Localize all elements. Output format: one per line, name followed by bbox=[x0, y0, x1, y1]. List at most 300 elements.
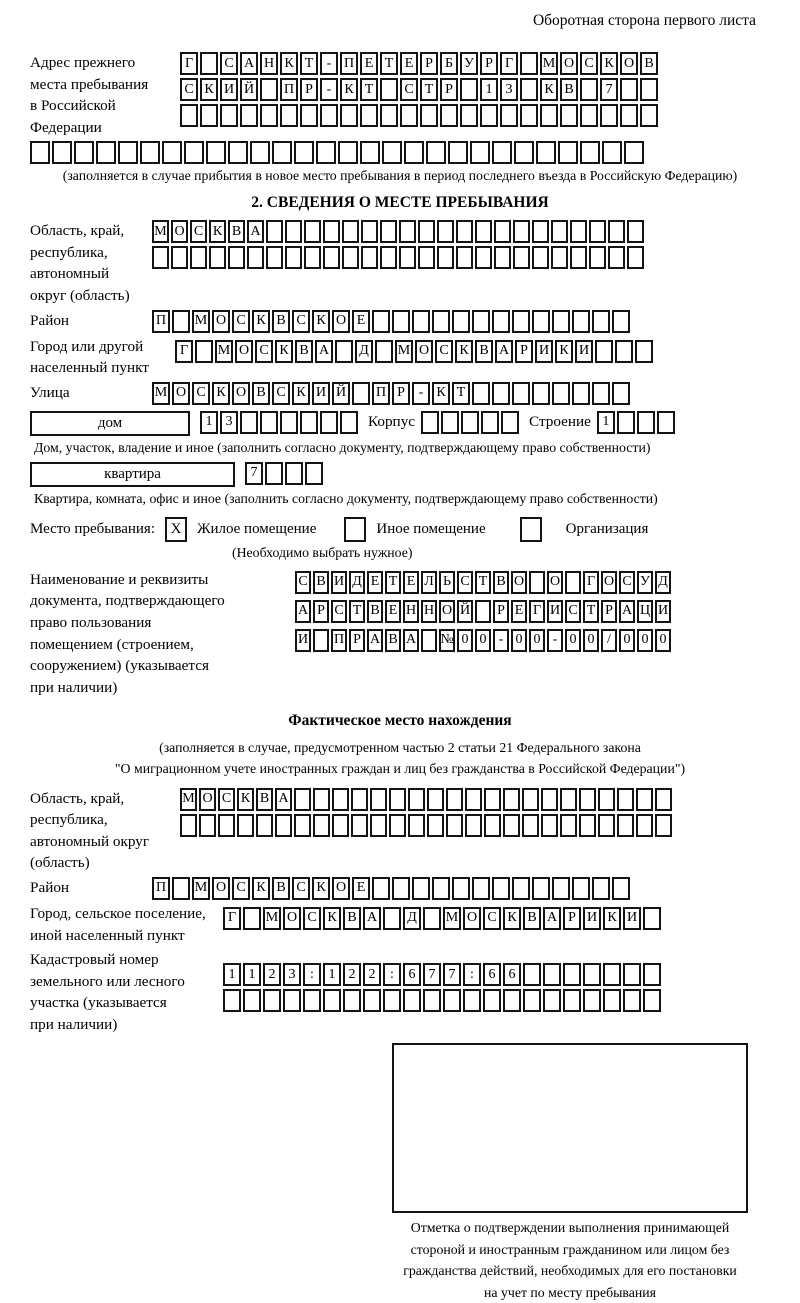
char-cell[interactable]: О bbox=[199, 788, 216, 811]
char-cell[interactable] bbox=[512, 382, 530, 405]
char-cell[interactable]: 0 bbox=[637, 629, 653, 652]
char-cell[interactable]: О bbox=[235, 340, 253, 363]
char-cell[interactable] bbox=[465, 788, 482, 811]
char-cell[interactable] bbox=[643, 907, 661, 930]
char-cell[interactable] bbox=[200, 104, 218, 127]
char-cell[interactable] bbox=[218, 814, 235, 837]
char-cell[interactable] bbox=[446, 788, 463, 811]
char-cell[interactable]: Т bbox=[360, 78, 378, 101]
char-cell[interactable]: В bbox=[560, 78, 578, 101]
char-cell[interactable] bbox=[595, 340, 613, 363]
char-cell[interactable] bbox=[316, 141, 336, 164]
char-cell[interactable] bbox=[323, 246, 340, 269]
char-cell[interactable]: Р bbox=[392, 382, 410, 405]
char-cell[interactable] bbox=[620, 78, 638, 101]
char-cell[interactable] bbox=[551, 246, 568, 269]
char-cell[interactable]: В bbox=[313, 571, 329, 594]
char-cell[interactable]: 0 bbox=[583, 629, 599, 652]
char-cell[interactable] bbox=[636, 814, 653, 837]
char-cell[interactable]: 2 bbox=[343, 963, 361, 986]
char-cell[interactable]: Й bbox=[240, 78, 258, 101]
char-cell[interactable] bbox=[280, 104, 298, 127]
char-cell[interactable]: 0 bbox=[457, 629, 473, 652]
char-cell[interactable]: В bbox=[523, 907, 541, 930]
char-cell[interactable] bbox=[351, 788, 368, 811]
stay-type-checkbox-residential[interactable]: X bbox=[165, 517, 187, 542]
char-cell[interactable]: К bbox=[555, 340, 573, 363]
char-cell[interactable] bbox=[382, 141, 402, 164]
char-cell[interactable]: Б bbox=[440, 52, 458, 75]
char-cell[interactable] bbox=[481, 411, 499, 434]
char-cell[interactable] bbox=[608, 220, 625, 243]
char-cell[interactable] bbox=[304, 246, 321, 269]
char-cell[interactable] bbox=[96, 141, 116, 164]
char-cell[interactable]: Д bbox=[403, 907, 421, 930]
char-cell[interactable] bbox=[592, 877, 610, 900]
char-cell[interactable] bbox=[484, 788, 501, 811]
char-cell[interactable]: Д bbox=[355, 340, 373, 363]
char-cell[interactable] bbox=[472, 382, 490, 405]
char-cell[interactable] bbox=[463, 989, 481, 1012]
char-cell[interactable] bbox=[643, 989, 661, 1012]
char-cell[interactable] bbox=[399, 246, 416, 269]
char-cell[interactable]: И bbox=[535, 340, 553, 363]
char-cell[interactable]: И bbox=[312, 382, 330, 405]
char-cell[interactable]: Г bbox=[223, 907, 241, 930]
char-cell[interactable] bbox=[392, 310, 410, 333]
char-cell[interactable]: И bbox=[220, 78, 238, 101]
char-cell[interactable] bbox=[342, 246, 359, 269]
char-cell[interactable]: С bbox=[565, 600, 581, 623]
char-cell[interactable]: Т bbox=[420, 78, 438, 101]
char-cell[interactable]: В bbox=[272, 877, 290, 900]
char-cell[interactable]: С bbox=[220, 52, 238, 75]
char-cell[interactable]: В bbox=[475, 340, 493, 363]
char-cell[interactable]: Т bbox=[452, 382, 470, 405]
char-cell[interactable] bbox=[623, 963, 641, 986]
char-cell[interactable] bbox=[603, 963, 621, 986]
char-cell[interactable] bbox=[383, 907, 401, 930]
char-cell[interactable]: О bbox=[171, 220, 188, 243]
char-cell[interactable]: К bbox=[275, 340, 293, 363]
char-cell[interactable] bbox=[640, 78, 658, 101]
char-cell[interactable]: - bbox=[412, 382, 430, 405]
char-cell[interactable]: П bbox=[152, 877, 170, 900]
char-cell[interactable] bbox=[74, 141, 94, 164]
char-cell[interactable]: Т bbox=[583, 600, 599, 623]
char-cell[interactable] bbox=[180, 814, 197, 837]
char-cell[interactable] bbox=[536, 141, 556, 164]
char-cell[interactable]: В bbox=[343, 907, 361, 930]
char-cell[interactable] bbox=[206, 141, 226, 164]
char-cell[interactable]: У bbox=[637, 571, 653, 594]
char-cell[interactable] bbox=[223, 989, 241, 1012]
char-cell[interactable] bbox=[552, 877, 570, 900]
char-cell[interactable]: 0 bbox=[619, 629, 635, 652]
char-cell[interactable]: № bbox=[439, 629, 455, 652]
char-cell[interactable] bbox=[472, 877, 490, 900]
char-cell[interactable]: 7 bbox=[245, 462, 263, 485]
char-cell[interactable] bbox=[617, 411, 635, 434]
char-cell[interactable] bbox=[560, 788, 577, 811]
char-cell[interactable]: 6 bbox=[483, 963, 501, 986]
char-cell[interactable] bbox=[580, 104, 598, 127]
char-cell[interactable] bbox=[250, 141, 270, 164]
char-cell[interactable]: Д bbox=[655, 571, 671, 594]
char-cell[interactable] bbox=[655, 814, 672, 837]
char-cell[interactable] bbox=[460, 78, 478, 101]
char-cell[interactable] bbox=[361, 220, 378, 243]
char-cell[interactable] bbox=[412, 877, 430, 900]
char-cell[interactable] bbox=[351, 814, 368, 837]
char-cell[interactable]: С bbox=[435, 340, 453, 363]
house-field[interactable]: дом bbox=[30, 411, 190, 436]
char-cell[interactable]: А bbox=[495, 340, 513, 363]
char-cell[interactable] bbox=[558, 141, 578, 164]
char-cell[interactable] bbox=[627, 220, 644, 243]
char-cell[interactable]: С bbox=[190, 220, 207, 243]
char-cell[interactable] bbox=[602, 141, 622, 164]
char-cell[interactable] bbox=[565, 571, 581, 594]
char-cell[interactable]: Т bbox=[475, 571, 491, 594]
char-cell[interactable]: С bbox=[457, 571, 473, 594]
char-cell[interactable]: Ь bbox=[439, 571, 455, 594]
char-cell[interactable] bbox=[303, 989, 321, 1012]
char-cell[interactable]: : bbox=[463, 963, 481, 986]
char-cell[interactable] bbox=[492, 382, 510, 405]
char-cell[interactable] bbox=[220, 104, 238, 127]
char-cell[interactable]: С bbox=[331, 600, 347, 623]
char-cell[interactable] bbox=[592, 382, 610, 405]
char-cell[interactable]: Е bbox=[511, 600, 527, 623]
char-cell[interactable] bbox=[492, 877, 510, 900]
char-cell[interactable] bbox=[352, 382, 370, 405]
char-cell[interactable]: 6 bbox=[403, 963, 421, 986]
char-cell[interactable]: П bbox=[280, 78, 298, 101]
char-cell[interactable]: А bbox=[295, 600, 311, 623]
char-cell[interactable] bbox=[472, 310, 490, 333]
char-cell[interactable]: С bbox=[400, 78, 418, 101]
char-cell[interactable]: 0 bbox=[529, 629, 545, 652]
char-cell[interactable] bbox=[636, 788, 653, 811]
char-cell[interactable] bbox=[380, 246, 397, 269]
char-cell[interactable]: Т bbox=[349, 600, 365, 623]
char-cell[interactable] bbox=[552, 310, 570, 333]
char-cell[interactable] bbox=[532, 382, 550, 405]
char-cell[interactable] bbox=[300, 104, 318, 127]
char-cell[interactable] bbox=[460, 104, 478, 127]
char-cell[interactable]: К bbox=[200, 78, 218, 101]
char-cell[interactable] bbox=[480, 104, 498, 127]
char-cell[interactable] bbox=[380, 220, 397, 243]
char-cell[interactable]: С bbox=[232, 310, 250, 333]
char-cell[interactable]: У bbox=[460, 52, 478, 75]
char-cell[interactable] bbox=[265, 462, 283, 485]
char-cell[interactable] bbox=[400, 104, 418, 127]
char-cell[interactable] bbox=[283, 989, 301, 1012]
char-cell[interactable]: К bbox=[292, 382, 310, 405]
char-cell[interactable] bbox=[551, 220, 568, 243]
char-cell[interactable]: Е bbox=[352, 877, 370, 900]
char-cell[interactable]: И bbox=[583, 907, 601, 930]
char-cell[interactable] bbox=[643, 963, 661, 986]
char-cell[interactable]: К bbox=[503, 907, 521, 930]
char-cell[interactable] bbox=[475, 600, 491, 623]
char-cell[interactable] bbox=[172, 310, 190, 333]
char-cell[interactable]: Р bbox=[349, 629, 365, 652]
char-cell[interactable] bbox=[418, 220, 435, 243]
char-cell[interactable] bbox=[620, 104, 638, 127]
char-cell[interactable] bbox=[600, 104, 618, 127]
char-cell[interactable] bbox=[342, 220, 359, 243]
char-cell[interactable] bbox=[552, 382, 570, 405]
char-cell[interactable]: И bbox=[623, 907, 641, 930]
char-cell[interactable] bbox=[514, 141, 534, 164]
char-cell[interactable] bbox=[30, 141, 50, 164]
char-cell[interactable]: М bbox=[152, 382, 170, 405]
char-cell[interactable] bbox=[448, 141, 468, 164]
char-cell[interactable]: 0 bbox=[565, 629, 581, 652]
char-cell[interactable]: О bbox=[415, 340, 433, 363]
char-cell[interactable] bbox=[452, 310, 470, 333]
char-cell[interactable] bbox=[580, 78, 598, 101]
char-cell[interactable] bbox=[228, 246, 245, 269]
char-cell[interactable]: 0 bbox=[475, 629, 491, 652]
char-cell[interactable] bbox=[500, 104, 518, 127]
char-cell[interactable]: 1 bbox=[597, 411, 615, 434]
char-cell[interactable] bbox=[608, 246, 625, 269]
char-cell[interactable] bbox=[370, 814, 387, 837]
char-cell[interactable]: С bbox=[272, 382, 290, 405]
char-cell[interactable]: В bbox=[228, 220, 245, 243]
char-cell[interactable]: : bbox=[303, 963, 321, 986]
char-cell[interactable] bbox=[592, 310, 610, 333]
char-cell[interactable] bbox=[140, 141, 160, 164]
char-cell[interactable]: Р bbox=[515, 340, 533, 363]
char-cell[interactable]: С bbox=[483, 907, 501, 930]
char-cell[interactable]: 0 bbox=[655, 629, 671, 652]
char-cell[interactable]: О bbox=[212, 310, 230, 333]
char-cell[interactable]: П bbox=[331, 629, 347, 652]
char-cell[interactable] bbox=[275, 814, 292, 837]
char-cell[interactable]: А bbox=[619, 600, 635, 623]
char-cell[interactable] bbox=[380, 104, 398, 127]
char-cell[interactable]: Е bbox=[400, 52, 418, 75]
char-cell[interactable]: А bbox=[363, 907, 381, 930]
char-cell[interactable] bbox=[572, 877, 590, 900]
char-cell[interactable]: А bbox=[275, 788, 292, 811]
char-cell[interactable] bbox=[389, 814, 406, 837]
char-cell[interactable] bbox=[426, 141, 446, 164]
char-cell[interactable]: Е bbox=[360, 52, 378, 75]
char-cell[interactable] bbox=[389, 788, 406, 811]
char-cell[interactable] bbox=[118, 141, 138, 164]
char-cell[interactable] bbox=[199, 814, 216, 837]
char-cell[interactable] bbox=[263, 989, 281, 1012]
char-cell[interactable]: С bbox=[619, 571, 635, 594]
char-cell[interactable] bbox=[266, 220, 283, 243]
char-cell[interactable] bbox=[335, 340, 353, 363]
char-cell[interactable] bbox=[437, 246, 454, 269]
char-cell[interactable]: С bbox=[192, 382, 210, 405]
char-cell[interactable] bbox=[243, 907, 261, 930]
char-cell[interactable] bbox=[152, 246, 169, 269]
char-cell[interactable] bbox=[403, 989, 421, 1012]
char-cell[interactable]: А bbox=[315, 340, 333, 363]
char-cell[interactable]: А bbox=[240, 52, 258, 75]
char-cell[interactable] bbox=[570, 220, 587, 243]
char-cell[interactable]: Ц bbox=[637, 600, 653, 623]
char-cell[interactable] bbox=[320, 411, 338, 434]
char-cell[interactable] bbox=[427, 788, 444, 811]
char-cell[interactable] bbox=[343, 989, 361, 1012]
char-cell[interactable]: И bbox=[655, 600, 671, 623]
char-cell[interactable]: Г bbox=[180, 52, 198, 75]
char-cell[interactable] bbox=[421, 411, 439, 434]
char-cell[interactable] bbox=[247, 246, 264, 269]
char-cell[interactable]: 6 bbox=[503, 963, 521, 986]
char-cell[interactable]: О bbox=[439, 600, 455, 623]
char-cell[interactable]: М bbox=[180, 788, 197, 811]
char-cell[interactable]: Н bbox=[403, 600, 419, 623]
char-cell[interactable] bbox=[572, 310, 590, 333]
char-cell[interactable] bbox=[432, 310, 450, 333]
char-cell[interactable]: Р bbox=[440, 78, 458, 101]
char-cell[interactable]: К bbox=[237, 788, 254, 811]
char-cell[interactable]: И bbox=[295, 629, 311, 652]
char-cell[interactable] bbox=[617, 814, 634, 837]
char-cell[interactable] bbox=[579, 788, 596, 811]
char-cell[interactable]: О bbox=[560, 52, 578, 75]
char-cell[interactable]: Р bbox=[601, 600, 617, 623]
char-cell[interactable] bbox=[570, 246, 587, 269]
char-cell[interactable] bbox=[598, 788, 615, 811]
char-cell[interactable] bbox=[523, 963, 541, 986]
char-cell[interactable]: 2 bbox=[263, 963, 281, 986]
char-cell[interactable] bbox=[360, 104, 378, 127]
char-cell[interactable] bbox=[579, 814, 596, 837]
char-cell[interactable] bbox=[627, 246, 644, 269]
char-cell[interactable]: - bbox=[493, 629, 509, 652]
char-cell[interactable]: К bbox=[455, 340, 473, 363]
char-cell[interactable]: И bbox=[547, 600, 563, 623]
char-cell[interactable]: О bbox=[601, 571, 617, 594]
char-cell[interactable] bbox=[443, 989, 461, 1012]
char-cell[interactable]: 1 bbox=[243, 963, 261, 986]
char-cell[interactable] bbox=[305, 462, 323, 485]
char-cell[interactable] bbox=[513, 246, 530, 269]
char-cell[interactable] bbox=[640, 104, 658, 127]
char-cell[interactable]: В bbox=[640, 52, 658, 75]
char-cell[interactable] bbox=[418, 246, 435, 269]
char-cell[interactable] bbox=[512, 310, 530, 333]
char-cell[interactable] bbox=[446, 814, 463, 837]
char-cell[interactable]: С bbox=[292, 877, 310, 900]
char-cell[interactable] bbox=[623, 989, 641, 1012]
char-cell[interactable] bbox=[370, 788, 387, 811]
char-cell[interactable] bbox=[172, 877, 190, 900]
char-cell[interactable]: 0 bbox=[511, 629, 527, 652]
char-cell[interactable]: Р bbox=[420, 52, 438, 75]
char-cell[interactable] bbox=[313, 814, 330, 837]
char-cell[interactable] bbox=[313, 629, 329, 652]
char-cell[interactable]: Т bbox=[300, 52, 318, 75]
char-cell[interactable]: Е bbox=[385, 600, 401, 623]
char-cell[interactable]: Д bbox=[349, 571, 365, 594]
char-cell[interactable] bbox=[560, 104, 578, 127]
char-cell[interactable] bbox=[294, 788, 311, 811]
char-cell[interactable] bbox=[503, 788, 520, 811]
char-cell[interactable]: А bbox=[543, 907, 561, 930]
char-cell[interactable]: К bbox=[600, 52, 618, 75]
char-cell[interactable] bbox=[520, 78, 538, 101]
char-cell[interactable]: О bbox=[463, 907, 481, 930]
char-cell[interactable] bbox=[332, 788, 349, 811]
char-cell[interactable]: В bbox=[493, 571, 509, 594]
char-cell[interactable] bbox=[375, 340, 393, 363]
char-cell[interactable]: 1 bbox=[323, 963, 341, 986]
char-cell[interactable] bbox=[589, 246, 606, 269]
char-cell[interactable] bbox=[421, 629, 437, 652]
char-cell[interactable]: С bbox=[292, 310, 310, 333]
char-cell[interactable] bbox=[456, 220, 473, 243]
char-cell[interactable]: : bbox=[383, 963, 401, 986]
char-cell[interactable] bbox=[272, 141, 292, 164]
char-cell[interactable] bbox=[360, 141, 380, 164]
char-cell[interactable]: 1 bbox=[480, 78, 498, 101]
char-cell[interactable]: С bbox=[180, 78, 198, 101]
char-cell[interactable] bbox=[598, 814, 615, 837]
char-cell[interactable]: Г bbox=[529, 600, 545, 623]
char-cell[interactable]: П bbox=[340, 52, 358, 75]
char-cell[interactable] bbox=[615, 340, 633, 363]
char-cell[interactable] bbox=[323, 989, 341, 1012]
char-cell[interactable]: И bbox=[575, 340, 593, 363]
char-cell[interactable] bbox=[583, 989, 601, 1012]
char-cell[interactable] bbox=[404, 141, 424, 164]
char-cell[interactable] bbox=[285, 220, 302, 243]
char-cell[interactable] bbox=[240, 411, 258, 434]
char-cell[interactable] bbox=[260, 411, 278, 434]
char-cell[interactable]: 2 bbox=[363, 963, 381, 986]
char-cell[interactable]: Е bbox=[367, 571, 383, 594]
char-cell[interactable] bbox=[432, 877, 450, 900]
char-cell[interactable] bbox=[285, 246, 302, 269]
stay-type-checkbox-organization[interactable] bbox=[520, 517, 542, 542]
char-cell[interactable]: 3 bbox=[283, 963, 301, 986]
char-cell[interactable]: Г bbox=[500, 52, 518, 75]
char-cell[interactable]: 3 bbox=[220, 411, 238, 434]
char-cell[interactable] bbox=[323, 220, 340, 243]
char-cell[interactable] bbox=[541, 788, 558, 811]
char-cell[interactable] bbox=[513, 220, 530, 243]
char-cell[interactable]: О bbox=[212, 877, 230, 900]
char-cell[interactable] bbox=[340, 411, 358, 434]
char-cell[interactable]: Т bbox=[380, 52, 398, 75]
char-cell[interactable]: О bbox=[547, 571, 563, 594]
char-cell[interactable] bbox=[285, 462, 303, 485]
char-cell[interactable]: С bbox=[295, 571, 311, 594]
char-cell[interactable] bbox=[190, 246, 207, 269]
char-cell[interactable] bbox=[543, 963, 561, 986]
char-cell[interactable]: К bbox=[603, 907, 621, 930]
char-cell[interactable]: - bbox=[547, 629, 563, 652]
char-cell[interactable] bbox=[320, 104, 338, 127]
char-cell[interactable] bbox=[452, 877, 470, 900]
char-cell[interactable]: Е bbox=[352, 310, 370, 333]
char-cell[interactable] bbox=[612, 877, 630, 900]
char-cell[interactable]: О bbox=[620, 52, 638, 75]
